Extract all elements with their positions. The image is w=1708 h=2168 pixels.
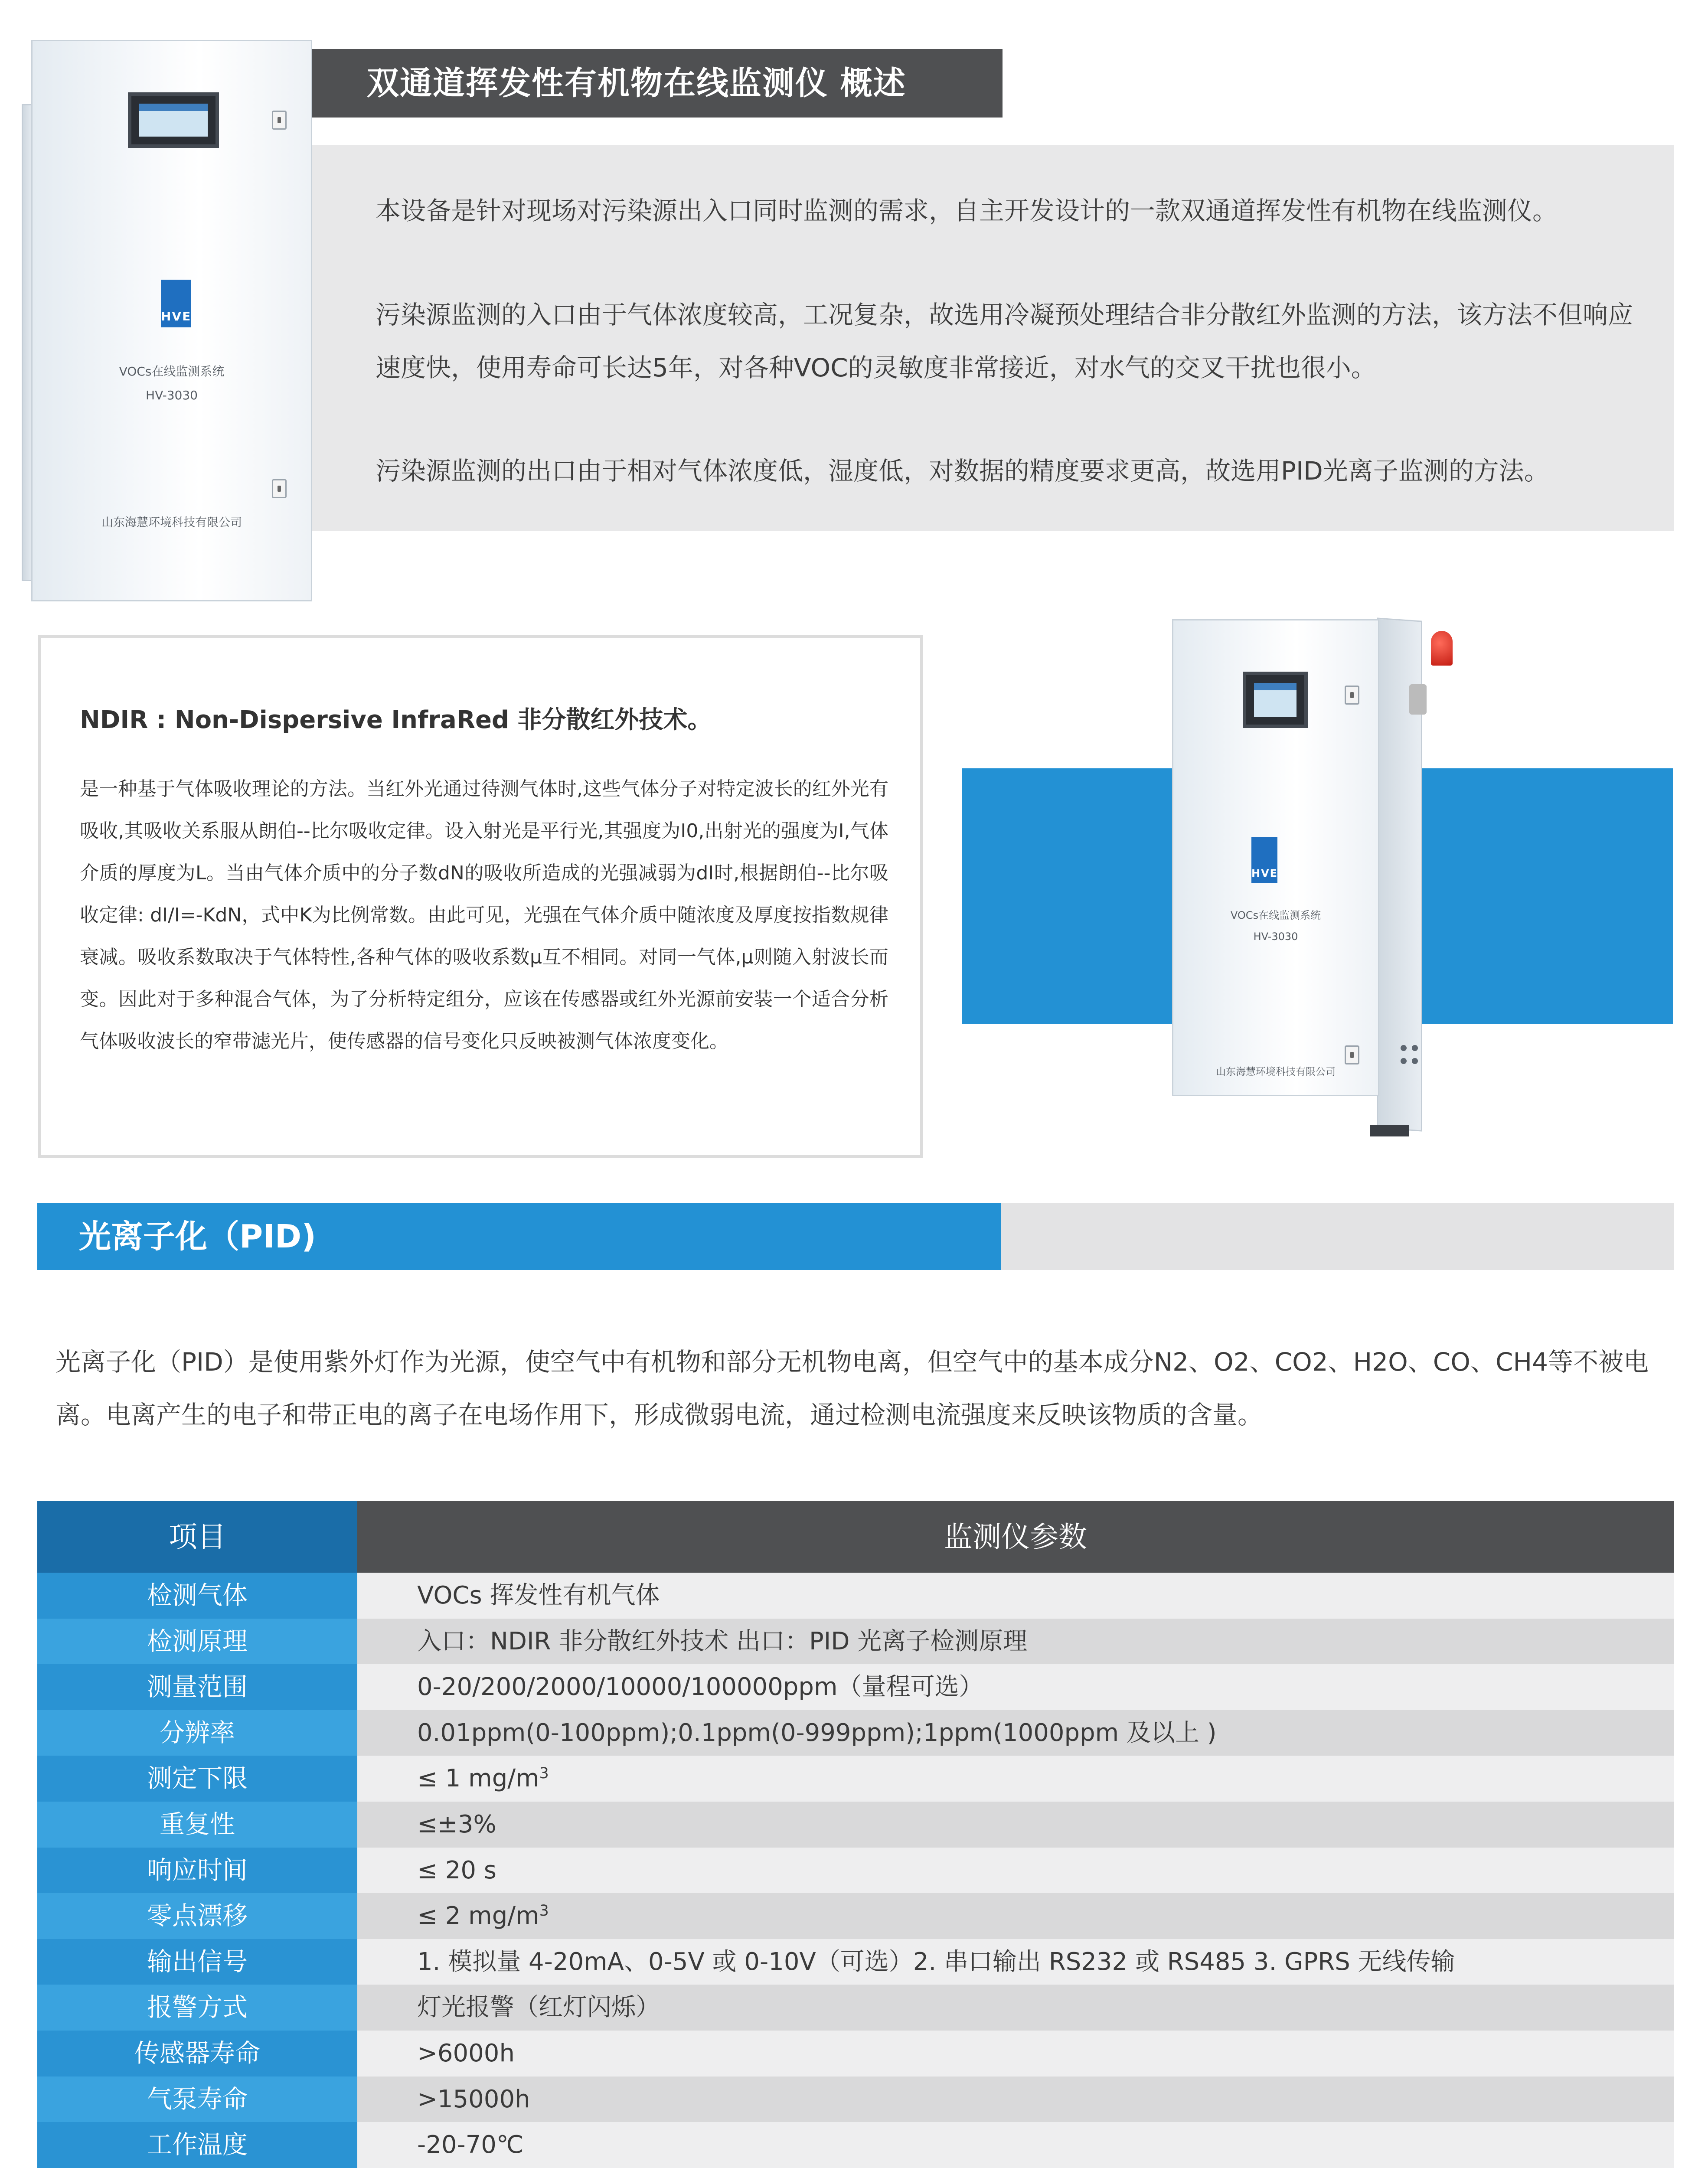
device-company: 山东海慧环境科技有限公司 [1216, 1066, 1336, 1077]
alarm-lamp-icon [1431, 631, 1453, 666]
row-value: >15000h [357, 2077, 1674, 2122]
table-row [37, 1664, 1674, 1710]
row-label: 分辨率 [37, 1710, 357, 1756]
cabinet-foot [1370, 1125, 1409, 1136]
row-label: 测量范围 [37, 1664, 357, 1710]
row-label: 零点漂移 [37, 1893, 357, 1939]
table-header-param: 监测仪参数 [357, 1501, 1674, 1573]
table-row [37, 1619, 1674, 1665]
row-value: ≤ 20 s [357, 1848, 1674, 1894]
lock-icon [1345, 1045, 1359, 1064]
pid-description: 光离子化（PID）是使用紫外灯作为光源，使空气中有机物和部分无机物电离，但空气中的基本成分N2、O2、CO2、H2O、CO、CH4等不被电离。电离产生的电子和带正电的离子在电场作用下，形成微弱电流，通过检测电流强度来反映该物质的含量。 [56, 1347, 1649, 1430]
row-value: 0-20/200/2000/10000/100000ppm（量程可选） [357, 1664, 1674, 1710]
pid-title: 光离子化（PID) [79, 1218, 317, 1255]
cable-port-icon [1412, 1045, 1418, 1051]
superscript: 3 [539, 1765, 549, 1783]
device-system-name: VOCs在线监测系统 [1230, 909, 1321, 921]
table-row [37, 1985, 1674, 2031]
table-row [37, 2122, 1674, 2168]
table-row [37, 1756, 1674, 1802]
table-row [37, 1710, 1674, 1756]
ndir-info-box [38, 635, 923, 1158]
row-value: 1. 模拟量 4-20mA、0-5V 或 0-10V（可选）2. 串口输出 RS232 或 RS485 3. GPRS 无线传输 [357, 1939, 1674, 1985]
alarm-lamp-bracket [1409, 684, 1427, 715]
table-row [37, 1939, 1674, 1985]
ndir-title: NDIR : Non-Dispersive InfraRed 非分散红外技术。 [80, 706, 712, 734]
brand-logo: HVE [1251, 837, 1277, 883]
table-header-item: 项目 [37, 1501, 357, 1573]
row-value: ≤ 1 $mg/m^3$ [357, 1756, 1674, 1802]
cable-port-icon [1401, 1058, 1407, 1064]
row-value: ≤±3% [357, 1802, 1674, 1848]
device-company: 山东海慧环境科技有限公司 [101, 516, 242, 529]
row-label: 报警方式 [37, 1985, 357, 2031]
ndir-description: 是一种基于气体吸收理论的方法。当红外光通过待测气体时,这些气体分子对特定波长的红外光有吸收,其吸收关系服从朗伯--比尔吸收定律。设入射光是平行光,其强度为I0,出射光的强度为I,气体介质的厚度为L。当由气体介质中的分子数dN的吸收所造成的光强减弱为dI时,根据朗伯--比尔吸收定律: dI/I=-KdN，式中K为比例常数。由此可见，光强在气体介质中随浓度及厚度按指数规律衰减。吸收系数取决于气体特性,各种气体的吸收系数μ互不相同。对同一气体,μ则随入射波长而变。因此对于多种混合气体，为了分析特定组分，应该在传感器或红外光源前安装一个适合分析气体吸收波长的窄带滤光片，使传感器的信号变化只反映被测气体浓度变化。 [80, 778, 888, 1052]
pid-header [37, 1203, 1001, 1270]
overview-header [310, 49, 1003, 118]
table-row [37, 1573, 1674, 1619]
row-label: 气泵寿命 [37, 2077, 357, 2122]
device-system-name: VOCs在线监测系统 [119, 364, 225, 379]
row-value: 灯光报警（红灯闪烁） [357, 1985, 1674, 2031]
spec-table [37, 1501, 1674, 2168]
row-label: 重复性 [37, 1802, 357, 1848]
row-value: ≤ 2 $mg/m^3$ [357, 1893, 1674, 1939]
table-row [37, 1802, 1674, 1848]
overview-paragraph-3: 污染源监测的出口由于相对气体浓度低，湿度低，对数据的精度要求更高，故选用PID光离子监测的方法。 [376, 456, 1549, 486]
table-row [37, 1848, 1674, 1894]
row-value: VOCs 挥发性有机气体 [357, 1573, 1674, 1619]
lock-icon [272, 479, 287, 498]
cable-port-icon [1412, 1058, 1418, 1064]
row-label: 检测气体 [37, 1573, 357, 1619]
overview-paragraph-1: 本设备是针对现场对污染源出入口同时监测的需求，自主开发设计的一款双通道挥发性有机物在线监测仪。 [376, 196, 1558, 225]
row-value: -20-70℃ [357, 2122, 1674, 2168]
device-model: HV-3030 [1253, 931, 1298, 943]
device-model: HV-3030 [146, 388, 198, 402]
row-label: 测定下限 [37, 1756, 357, 1802]
lock-icon [272, 111, 287, 130]
touch-screen [128, 92, 219, 148]
superscript: 3 [539, 1902, 549, 1920]
row-label: 检测原理 [37, 1619, 357, 1665]
lock-icon [1345, 686, 1359, 705]
row-label: 工作温度 [37, 2122, 357, 2168]
row-label: 响应时间 [37, 1848, 357, 1894]
table-row [37, 2077, 1674, 2122]
row-value: >6000h [357, 2031, 1674, 2077]
table-row [37, 1893, 1674, 1939]
row-label: 传感器寿命 [37, 2031, 357, 2077]
row-label: 输出信号 [37, 1939, 357, 1985]
touch-screen [1243, 672, 1308, 728]
row-value: 0.01ppm(0-100ppm);0.1ppm(0-999ppm);1ppm(1000ppm 及以上 ) [357, 1710, 1674, 1756]
table-header-row [37, 1501, 1674, 1573]
table-row [37, 2031, 1674, 2077]
row-value: 入口：NDIR 非分散红外技术 出口：PID 光离子检测原理 [357, 1619, 1674, 1665]
overview-paragraph-2: 污染源监测的入口由于气体浓度较高，工况复杂，故选用冷凝预处理结合非分散红外监测的方法，该方法不但响应速度快，使用寿命可长达5年，对各种VOC的灵敏度非常接近，对水气的交叉干扰也很小。 [376, 300, 1633, 382]
overview-title: 双通道挥发性有机物在线监测仪 概述 [367, 65, 906, 102]
brand-logo: HVE [161, 280, 191, 327]
cable-port-icon [1401, 1045, 1407, 1051]
